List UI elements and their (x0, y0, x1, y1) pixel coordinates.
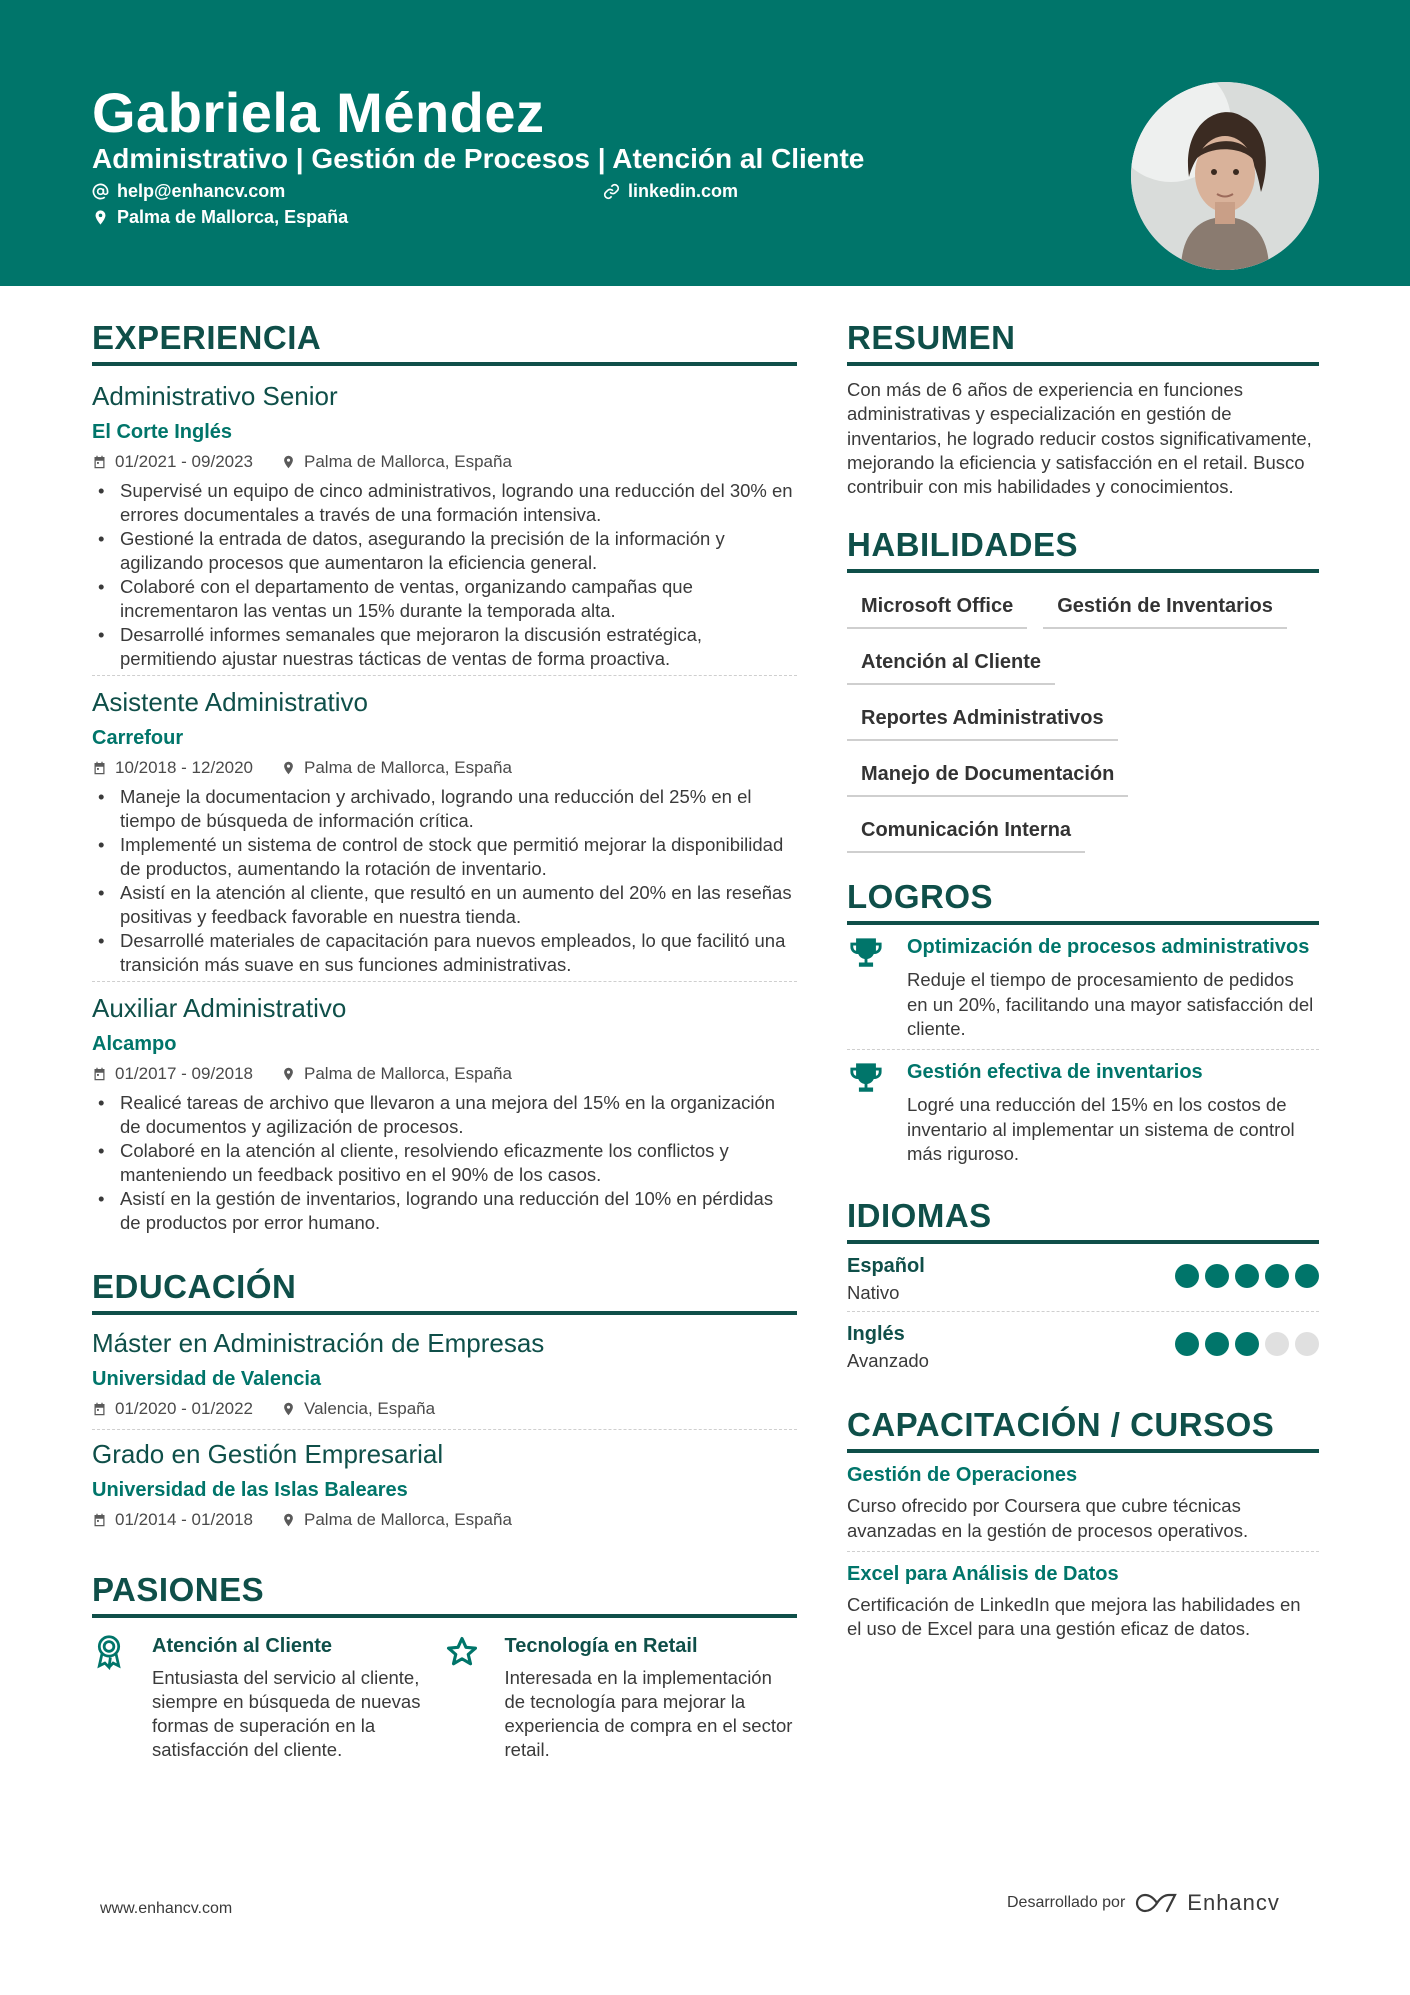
profile-photo (1131, 82, 1319, 270)
section-title-achievements: LOGROS (847, 877, 1319, 925)
rating-dot-filled (1235, 1332, 1259, 1356)
languages-list (847, 1244, 1319, 1379)
trophy-icon (847, 937, 885, 971)
education-meta (92, 1395, 797, 1423)
job-dates: 01/2017 - 09/2018 (115, 1064, 254, 1083)
course-desc: Curso ofrecido por Coursera que cubre técnicas avanzadas en la gestión de procesos operativos. (847, 1495, 1249, 1541)
at-icon (92, 183, 109, 200)
calendar-icon (92, 454, 107, 470)
achievement-item (847, 1050, 1319, 1174)
passion-desc: Interesada en la implementación de tecnología para mejorar la experiencia de compra en el sector retail. (504, 1667, 793, 1760)
language-level: Avanzado (847, 1350, 929, 1372)
language-name: Español (847, 1255, 925, 1278)
rating-dot-filled (1175, 1264, 1199, 1288)
achievements-list (847, 925, 1319, 1174)
achievement-item (847, 925, 1319, 1050)
job-dates: 01/2021 - 09/2023 (115, 452, 254, 471)
calendar-icon (92, 1066, 107, 1082)
education-location: Valencia, España (304, 1399, 436, 1418)
job-location: Palma de Mallorca, España (304, 1064, 512, 1083)
rating-dot-filled (1205, 1264, 1229, 1288)
summary-text: Con más de 6 años de experiencia en funciones administrativas y especialización en gestión de inventarios, he logrado reducir costos significativamente, mejorando la eficiencia y satisfacción en el retail. Busco contribuir con mis habilidades y conocimientos. (847, 379, 1312, 498)
education-school: Universidad de las Islas Baleares (92, 1479, 408, 1501)
calendar-icon (92, 1401, 107, 1417)
experience-item (92, 676, 797, 982)
skill-tag: Reportes Administrativos (847, 699, 1118, 741)
map-pin-icon (281, 1512, 296, 1528)
candidate-name: Gabriela Méndez (92, 81, 545, 144)
language-name: Inglés (847, 1323, 905, 1346)
rating-dot-filled (1265, 1264, 1289, 1288)
star-icon (445, 1634, 479, 1670)
job-bullet: • Colaboré con el departamento de ventas, organizando campañas que incrementaron las ventas un 15% durante la temporada alta. (92, 575, 797, 623)
job-title: Administrativo Senior (92, 381, 338, 411)
education-dates: 01/2014 - 01/2018 (115, 1510, 254, 1529)
job-location: Palma de Mallorca, España (304, 758, 512, 777)
footer-website[interactable]: www.enhancv.com (100, 1900, 233, 1917)
footer-developed-by: Desarrollado por (1007, 1894, 1126, 1911)
rating-dot-empty (1295, 1332, 1319, 1356)
section-title-skills: HABILIDADES (847, 525, 1319, 573)
job-title: Auxiliar Administrativo (92, 993, 347, 1023)
job-bullet: • Realicé tareas de archivo que llevaron a una mejora del 15% en la organización de documentos y agilización de procesos. (92, 1091, 797, 1139)
right-column (847, 318, 1319, 1649)
rating-dot-filled (1175, 1332, 1199, 1356)
job-company: Alcampo (92, 1033, 177, 1055)
map-pin-icon (281, 1066, 296, 1082)
experience-item (92, 370, 797, 676)
contact-linkedin-text: linkedin.com (628, 181, 739, 201)
contact-location-text: Palma de Mallorca, España (117, 207, 349, 227)
job-location: Palma de Mallorca, España (304, 452, 512, 471)
section-title-education: EDUCACIÓN (92, 1267, 797, 1315)
section-title-experience: EXPERIENCIA (92, 318, 797, 366)
trophy-icon (847, 1062, 885, 1096)
job-company: El Corte Inglés (92, 421, 233, 443)
rating-dot-empty (1265, 1332, 1289, 1356)
education-item (92, 1319, 797, 1430)
job-bullet: • Desarrollé materiales de capacitación para nuevos empleados, lo que facilitó una transición más suave en sus funciones administrativas. (92, 929, 797, 977)
job-company: Carrefour (92, 727, 184, 749)
calendar-icon (92, 1512, 107, 1528)
enhancv-logo[interactable] (1135, 1890, 1280, 1916)
job-bullets (92, 785, 797, 977)
job-meta (92, 754, 797, 782)
skill-tag: Microsoft Office (847, 587, 1027, 629)
education-list (92, 1319, 797, 1540)
language-level: Nativo (847, 1282, 900, 1304)
job-bullet: • Gestioné la entrada de datos, asegurando la precisión de la información y agilizando procesos que aumentaron la eficiencia general. (92, 527, 797, 575)
course-title: Gestión de Operaciones (847, 1464, 1078, 1487)
achievement-desc: Reduje el tiempo de procesamiento de pedidos en un 20%, facilitando una mayor satisfacción del cliente. (907, 969, 1314, 1040)
courses-list (847, 1453, 1319, 1649)
map-pin-icon (281, 1401, 296, 1417)
passion-desc: Entusiasta del servicio al cliente, siempre en búsqueda de nuevas formas de superación en la satisfacción del cliente. (152, 1667, 421, 1760)
enhancv-logo-text: Enhancv (1187, 1890, 1280, 1915)
award-ribbon-icon (92, 1634, 126, 1670)
job-meta (92, 1060, 797, 1088)
experience-list (92, 370, 797, 1239)
job-meta (92, 448, 797, 476)
contact-email-text: help@enhancv.com (117, 181, 286, 201)
job-bullet: • Supervisé un equipo de cinco administrativos, logrando una reducción del 30% en errores documentales a través de una formación intensiva. (92, 479, 797, 527)
education-meta (92, 1506, 797, 1534)
map-pin-icon (92, 209, 109, 226)
calendar-icon (92, 760, 107, 776)
course-item (847, 1453, 1319, 1552)
candidate-headline: Administrativo | Gestión de Procesos | Atención al Cliente (92, 143, 865, 174)
education-school: Universidad de Valencia (92, 1368, 321, 1390)
contact-location (92, 207, 348, 228)
job-title: Asistente Administrativo (92, 687, 369, 717)
contact-email[interactable] (92, 181, 285, 202)
achievement-desc: Logré una reducción del 15% en los costos de inventario al implementar un sistema de control más riguroso. (907, 1094, 1295, 1164)
link-icon (603, 183, 620, 200)
left-column (92, 318, 797, 1762)
skill-tag: Manejo de Documentación (847, 755, 1128, 797)
job-bullet: • Asistí en la atención al cliente, que resultó en un aumento del 20% en las reseñas positivas y feedback favorable en nuestra tienda. (92, 881, 797, 929)
education-item (92, 1430, 797, 1540)
job-dates: 10/2018 - 12/2020 (115, 758, 254, 777)
rating-dot-filled (1205, 1332, 1229, 1356)
experience-item (92, 982, 797, 1239)
education-degree: Grado en Gestión Empresarial (92, 1439, 444, 1469)
language-item (847, 1244, 1319, 1312)
header-banner (0, 0, 1410, 286)
course-title: Excel para Análisis de Datos (847, 1562, 1119, 1585)
contact-linkedin[interactable] (603, 181, 738, 202)
education-location: Palma de Mallorca, España (304, 1510, 512, 1529)
skill-tag: Gestión de Inventarios (1043, 587, 1287, 629)
job-bullet: • Maneje la documentacion y archivado, logrando una reducción del 25% en el tiempo de búsqueda de información crítica. (92, 785, 797, 833)
course-item (847, 1552, 1319, 1650)
job-bullet: • Desarrollé informes semanales que mejoraron la discusión estratégica, permitiendo ajustar nuestras tácticas de ventas de forma proactiva. (92, 623, 797, 671)
rating-dot-filled (1295, 1264, 1319, 1288)
language-rating (1175, 1264, 1319, 1288)
education-dates: 01/2020 - 01/2022 (115, 1399, 254, 1418)
section-title-courses: CAPACITACIÓN / CURSOS (847, 1405, 1319, 1453)
job-bullet: • Implementé un sistema de control de stock que permitió mejorar la disponibilidad de productos, aumentando la rotación de inventario. (92, 833, 797, 881)
education-degree: Máster en Administración de Empresas (92, 1328, 545, 1358)
footer-credit (1007, 1890, 1280, 1916)
achievement-title: Gestión efectiva de inventarios (907, 1061, 1203, 1084)
language-item (847, 1312, 1319, 1379)
passions-list (92, 1632, 797, 1762)
passion-title: Atención al Cliente (152, 1635, 333, 1657)
job-bullets (92, 479, 797, 671)
job-bullet: • Colaboré en la atención al cliente, resolviendo eficazmente los conflictos y manteniendo un feedback positivo en el 90% de los casos. (92, 1139, 797, 1187)
skill-tag: Comunicación Interna (847, 811, 1085, 853)
language-rating (1175, 1332, 1319, 1356)
enhancv-logo-icon (1135, 1892, 1179, 1914)
achievement-title: Optimización de procesos administrativos (907, 936, 1310, 959)
map-pin-icon (281, 760, 296, 776)
passion-item (445, 1632, 798, 1762)
job-bullet: • Asistí en la gestión de inventarios, logrando una reducción del 10% en pérdidas de productos por error humano. (92, 1187, 797, 1235)
passion-item (92, 1632, 445, 1762)
section-title-languages: IDIOMAS (847, 1196, 1319, 1244)
job-bullets (92, 1091, 797, 1235)
section-title-summary: RESUMEN (847, 318, 1319, 366)
passion-title: Tecnología en Retail (504, 1635, 698, 1657)
rating-dot-filled (1235, 1264, 1259, 1288)
section-title-passions: PASIONES (92, 1570, 797, 1618)
skills-list (847, 587, 1319, 853)
skill-tag: Atención al Cliente (847, 643, 1055, 685)
course-desc: Certificación de LinkedIn que mejora las habilidades en el uso de Excel para una gestión eficaz de datos. (847, 1593, 1301, 1640)
map-pin-icon (281, 454, 296, 470)
